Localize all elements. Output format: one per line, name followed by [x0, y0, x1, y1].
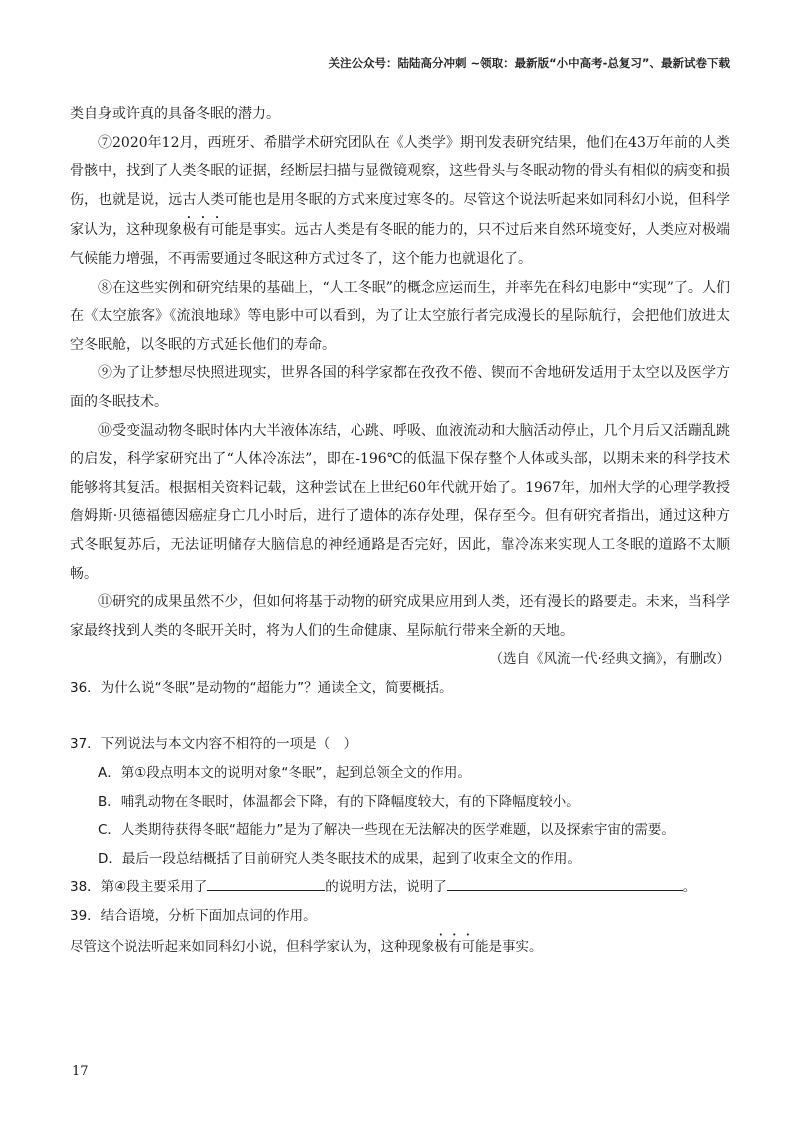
question-37: 37．下列说法与本文内容不相符的一项是（ ） [70, 736, 358, 753]
option-c: C．人类期待获得冬眠“超能力”是为了解决一些现在无法解决的医学难题，以及探索宇宙的需要。 [98, 822, 675, 839]
paragraph-9: ⑨为了让梦想尽快照进现实，世界各国的科学家都在孜孜不倦、锲而不舍地研发适用于太空以及医学方面的冬眠技术。 [70, 365, 730, 410]
question-36: 36．为什么说“冬眠”是动物的“超能力”？通读全文，简要概括。 [70, 679, 453, 696]
paragraph-7-text-a: ⑦2020年12月，西班牙、希腊学术研究团队在《人类学》期刊发表研究结果，他们在43万年前的人类骨骸中，找到了人类冬眠的证据，经断层扫描与显微镜观察，这些骨头与冬眠动物的骨头有相似的病变和损伤，也就是说，远古人类可能也是用冬眠的方式来度过寒冬的。尽管这个说法听起来如同科幻小说，但科学家认为，这种现象 [70, 134, 730, 239]
page-header: 关注公众号：陆陆高分冲刺 ~领取：最新版“小中高考-总复习”、最新试卷下载 [328, 56, 730, 70]
answer-blank-2[interactable] [447, 876, 683, 891]
page-number: 17 [72, 1064, 89, 1079]
paragraph-10: ⑩受变温动物冬眠时体内大半液体冻结，心跳、呼吸、血液流动和大脑活动停止，几个月后又活蹦乱跳的启发，科学家研究出了“人体冷冻法”，即在-196℃的低温下保存整个人体或头部，以期未来的科学技术能够将其复活。根据相关资料记载，这种尝试在上世纪60年代就开始了。1967年，加州大学的心理学教授詹姆斯·贝德福德因癌症身亡几小时后，进行了遗体的冻存处理，保存至今。但有研究者指出，通过这种方式冬眠复苏后，无法证明储存大脑信息的神经通路是否完好，因此，靠冷冻来实现人工冬眠的道路不太顺畅。 [70, 422, 730, 582]
emphasized-word: 极有可 [182, 222, 225, 239]
document-body [70, 100, 730, 961]
option-d: D．最后一段总结概括了目前研究人类冬眠技术的成果，起到了收束全文的作用。 [98, 850, 581, 867]
question-39: 39．结合语境，分析下面加点词的作用。 [70, 908, 317, 925]
question-39-quote [70, 931, 730, 962]
option-b: B．哺乳动物在冬眠时，体温都会下降，有的下降幅度较大，有的下降幅度较小。 [98, 793, 580, 810]
quote-text-a: 尽管这个说法听起来如同科幻小说，但科学家认为，这种现象 [70, 938, 435, 955]
question-38-text-a: 38．第④段主要采用了 [70, 879, 208, 896]
paragraph-7-text-b: 能是事实。远古人类是有冬眠的能力的，只不过后来自然环境变好，人类应对极端气候能力增强，不再需要通过冬眠这种方式过冬了，这个能力也就退化了。 [70, 222, 731, 267]
emphasized-word: 极有可 [434, 938, 475, 955]
paragraph-8: ⑧在这些实例和研究结果的基础上，“人工冬眠”的概念应运而生，并率先在科幻电影中“实现”了。人们在《太空旅客》《流浪地球》等电影中可以看到，为了让太空旅行者完成漫长的星际航行，会把他们放进太空冬眠舱，以冬眠的方式延长他们的寿命。 [70, 279, 730, 353]
paragraph-7 [70, 129, 730, 274]
answer-blank-1[interactable] [207, 876, 325, 891]
question-38-text-b: 的说明方法，说明了 [325, 879, 447, 896]
answer-space [70, 702, 730, 730]
quote-text-b: 能是事实。 [475, 938, 543, 955]
paragraph-continued: 类自身或许真的具备冬眠的潜力。 [70, 106, 280, 122]
question-38-text-c: 。 [682, 879, 697, 896]
option-a: A．第①段点明本文的说明对象“冬眠”，起到总领全文的作用。 [98, 765, 471, 782]
question-38 [70, 873, 730, 902]
source-citation: （选自《风流一代·经典文摘》，有删改） [489, 651, 730, 668]
paragraph-11: ⑪研究的成果虽然不少，但如何将基于动物的研究成果应用到人类，还有漫长的路要走。未来，当科学家最终找到人类的冬眠开关时，将为人们的生命健康、星际航行带来全新的天地。 [70, 594, 730, 639]
